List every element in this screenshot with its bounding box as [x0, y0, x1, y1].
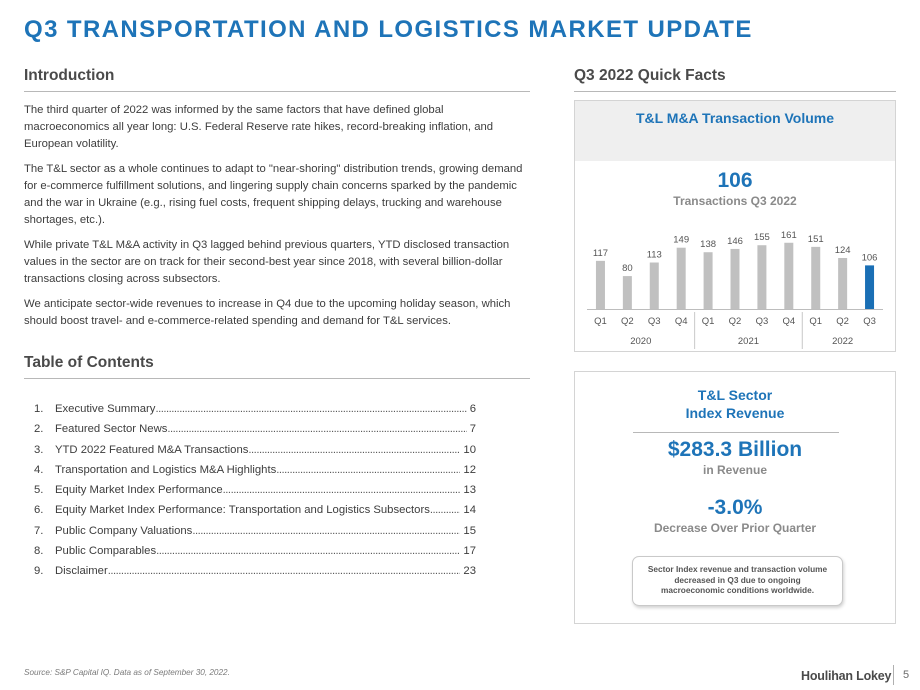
bar-value-label: 151: [807, 233, 824, 245]
chart-bar: [784, 243, 793, 309]
toc-item-page: 17: [463, 545, 476, 558]
bar-value-label: 149: [673, 234, 690, 246]
bar-value-label: 138: [700, 239, 717, 251]
chart-bar: [838, 258, 847, 309]
intro-paragraph: The T&L sector as a whole continues to adapt to "near-shoring" distribution trends, growing demand for e-commerce fulfillment solutions, and lingering supply chain concerns sparked by the pandemic and the war in Ukraine (e.g., rising fuel costs, frequent shipping delays, trucking and warehouse shortages, etc.).: [24, 163, 523, 226]
chart-bar: [731, 249, 740, 309]
revenue-card-title-line1: T&L Sector: [697, 387, 773, 403]
toc-item-page: 6: [469, 403, 476, 415]
chart-bar: [623, 276, 632, 309]
quick-facts-rule: [574, 91, 896, 92]
toc-item-page: 12: [463, 463, 476, 476]
toc-item-number: 4.: [34, 463, 44, 476]
x-tick-label: Q2: [728, 316, 742, 327]
x-tick-label: Q1: [594, 316, 607, 327]
chart-bar: [757, 245, 766, 309]
toc-item-title: Executive Summary: [55, 403, 156, 415]
x-tick-label: Q3: [863, 316, 876, 327]
bar-value-label: 113: [646, 249, 662, 261]
x-tick-label: Q3: [647, 316, 661, 327]
toc-dot-leader: [192, 525, 460, 537]
x-tick-label: Q2: [836, 316, 849, 327]
bar-value-label: 117: [592, 247, 609, 259]
x-tick-label: Q4: [674, 316, 688, 327]
chart-bar: [865, 265, 874, 309]
toc-dot-leader: [430, 504, 461, 516]
toc-rule: [24, 378, 530, 379]
transaction-volume-card: [574, 100, 896, 352]
toc-item-page: 7: [469, 423, 476, 436]
introduction-rule: [24, 91, 530, 92]
source-note: Source: S&P Capital IQ. Data as of September 30, 2022.: [24, 668, 230, 677]
toc-item-page: 13: [463, 484, 476, 497]
toc-item[interactable]: [34, 525, 476, 545]
bar-value-label: 155: [753, 232, 770, 244]
toc-item-page: 10: [463, 443, 476, 456]
transaction-volume-chart: [575, 101, 895, 351]
chart-bar: [677, 248, 686, 309]
toc-item[interactable]: [34, 565, 476, 585]
bar-value-label: 124: [834, 244, 851, 256]
toc-item[interactable]: [34, 403, 476, 423]
chart-bar: [596, 261, 605, 309]
toc-item-page: 15: [463, 524, 476, 537]
toc-item-number: 8.: [34, 545, 44, 558]
x-tick-label: Q2: [621, 316, 634, 327]
toc-dot-leader: [156, 545, 460, 557]
intro-paragraph: The third quarter of 2022 was informed by the same factors that have defined global macroeconomics all year long: U.S. Federal Reserve rate hikes, record-breaking inflation, and European volatility.: [24, 104, 494, 150]
x-tick-label: Q1: [701, 316, 715, 327]
toc-item-title: Transportation and Logistics M&A Highlights: [55, 463, 277, 476]
toc-item[interactable]: [34, 504, 476, 524]
houlihan-lokey-logo: Houlihan Lokey: [801, 669, 892, 683]
index-revenue-card: [574, 371, 896, 624]
toc-dot-leader: [223, 484, 461, 496]
introduction-body: [24, 102, 530, 338]
volume-big-value: 106: [717, 169, 753, 192]
chart-bar: [811, 247, 820, 309]
toc-item-number: 2.: [34, 423, 44, 436]
volume-big-label: Transactions Q3 2022: [673, 194, 797, 208]
bar-value-label: 106: [861, 252, 878, 264]
change-label: Decrease Over Prior Quarter: [653, 521, 817, 535]
toc-dot-leader: [167, 423, 466, 435]
bar-value-label: 161: [780, 229, 797, 241]
toc-dot-leader: [276, 464, 460, 476]
x-tick-label: Q3: [755, 316, 769, 327]
toc-item-title: YTD 2022 Featured M&A Transactions: [55, 443, 249, 456]
revenue-card-divider: [633, 432, 839, 433]
footer-divider: [893, 665, 894, 685]
toc-item[interactable]: [34, 464, 476, 484]
table-of-contents: [34, 403, 476, 586]
toc-item-page: 23: [463, 565, 476, 578]
revenue-note: Sector Index revenue and transaction volume decreased in Q3 due to ongoing macroeconomic conditions worldwide.: [632, 556, 843, 606]
chart-bar: [650, 263, 659, 309]
toc-item-number: 1.: [34, 403, 44, 415]
toc-item-page: 14: [463, 504, 476, 517]
change-value: -3.0%: [707, 496, 763, 519]
toc-item-title: Public Comparables: [55, 545, 157, 558]
x-tick-label: Q4: [782, 316, 796, 327]
page-number: 5: [903, 669, 910, 681]
year-group-label: 2020: [630, 336, 652, 347]
chart-bar: [704, 252, 713, 309]
toc-item[interactable]: [34, 545, 476, 565]
toc-item-title: Disclaimer: [55, 565, 108, 578]
introduction-heading: Introduction: [24, 67, 115, 84]
toc-item-number: 9.: [34, 565, 44, 578]
toc-item[interactable]: [34, 423, 476, 443]
toc-item[interactable]: [34, 444, 476, 464]
toc-item-number: 5.: [34, 484, 44, 497]
page-title: Q3 TRANSPORTATION AND LOGISTICS MARKET UPDATE: [24, 16, 753, 43]
toc-dot-leader: [248, 444, 460, 456]
year-group-label: 2021: [737, 336, 760, 347]
quick-facts-heading: Q3 2022 Quick Facts: [574, 67, 726, 84]
revenue-value: $283.3 Billion: [667, 438, 803, 461]
volume-card-title: T&L M&A Transaction Volume: [635, 110, 835, 126]
toc-item-number: 7.: [34, 524, 44, 537]
bar-value-label: 80: [622, 263, 633, 275]
intro-paragraph: We anticipate sector-wide revenues to increase in Q4 due to the upcoming holiday season, which should boost travel- and e-commerce-related spending and demand for T&L services.: [24, 298, 511, 327]
revenue-card-title: [575, 386, 895, 422]
toc-item-number: 3.: [34, 443, 44, 456]
revenue-card-title-line2: Index Revenue: [685, 405, 785, 421]
toc-item-title: Featured Sector News: [55, 423, 168, 436]
toc-dot-leader: [108, 565, 461, 577]
toc-item-number: 6.: [34, 504, 44, 517]
toc-dot-leader: [155, 403, 466, 415]
revenue-label: in Revenue: [702, 463, 768, 477]
toc-heading: Table of Contents: [24, 354, 154, 371]
x-tick-label: Q1: [809, 316, 823, 327]
year-group-label: 2022: [832, 336, 854, 347]
bar-value-label: 146: [727, 235, 743, 247]
toc-item-title: Equity Market Index Performance: [55, 484, 223, 497]
toc-item[interactable]: [34, 484, 476, 504]
toc-item-title: Public Company Valuations: [55, 524, 193, 537]
toc-item-title: Equity Market Index Performance: Transportation and Logistics Subsectors: [55, 504, 430, 517]
intro-paragraph: While private T&L M&A activity in Q3 lagged behind previous quarters, YTD disclosed transaction values in the sector are on track for their second-best year since 2018, with several billion-dollar transactions closing across subsectors.: [24, 239, 510, 285]
